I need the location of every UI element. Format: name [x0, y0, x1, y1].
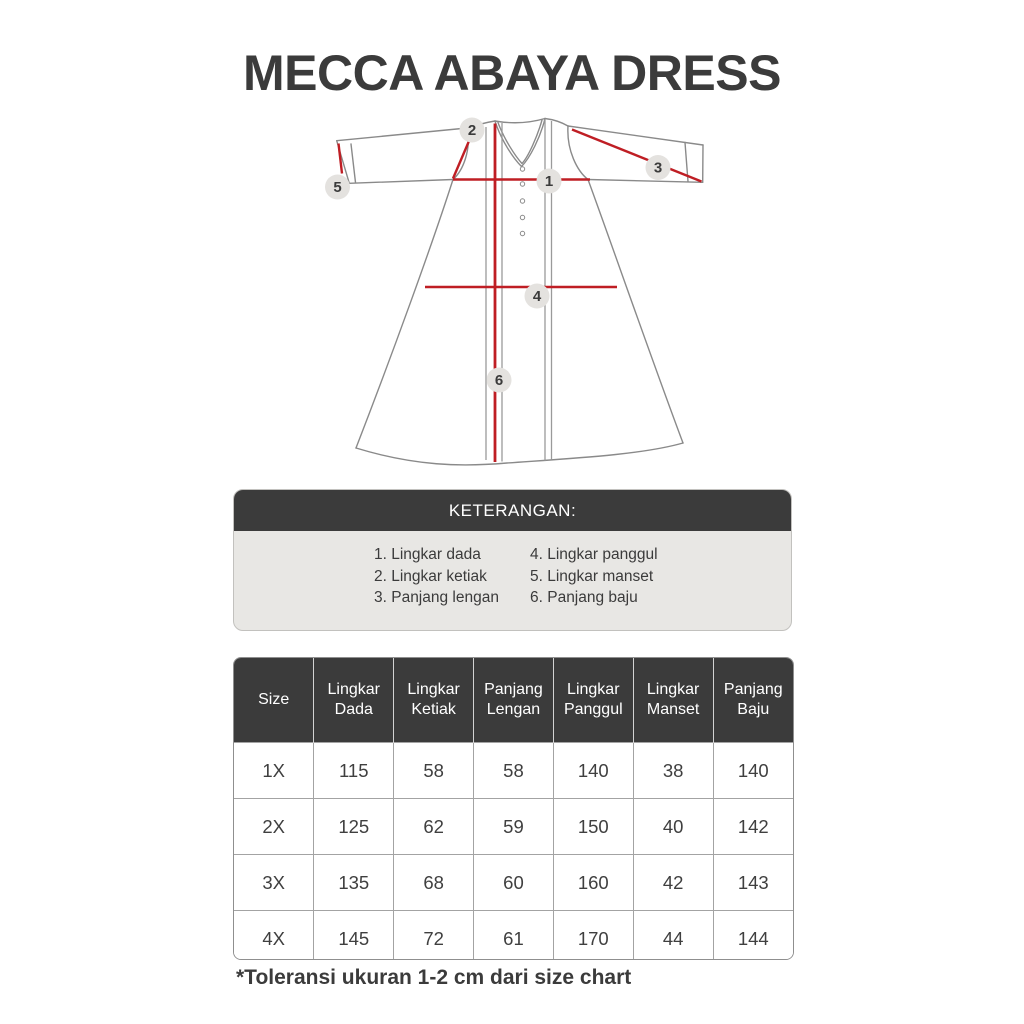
button-dot — [520, 182, 524, 186]
size-cell: 4X — [234, 911, 314, 961]
button-dot — [520, 215, 524, 219]
marker-5 — [325, 175, 350, 200]
left-side-seam — [356, 180, 453, 449]
measure-line-sleeve-3 — [572, 130, 702, 182]
table-row-1x — [234, 743, 793, 799]
size-table — [234, 658, 793, 960]
legend-header: KETERANGAN: — [234, 490, 791, 531]
value-cell: 125 — [314, 799, 394, 855]
marker-4 — [525, 284, 550, 309]
value-cell: 145 — [314, 911, 394, 961]
back-neck-edge — [495, 119, 545, 123]
column-header-lingkar-ketiak: Lingkar Ketiak — [394, 658, 474, 743]
left-cuff-seam — [351, 144, 356, 183]
column-header-lingkar-dada: Lingkar Dada — [314, 658, 394, 743]
value-cell: 68 — [394, 855, 474, 911]
size-cell: 3X — [234, 855, 314, 911]
marker-1 — [537, 169, 562, 194]
header-row — [234, 658, 793, 743]
value-cell: 160 — [553, 855, 633, 911]
column-header-lingkar-manset: Lingkar Manset — [633, 658, 713, 743]
button-dot — [520, 231, 524, 235]
right-sleeve-bottom — [588, 180, 703, 183]
value-cell: 143 — [713, 855, 793, 911]
value-cell: 38 — [633, 743, 713, 799]
marker-number-4: 4 — [532, 288, 542, 305]
size-cell: 1X — [234, 743, 314, 799]
marker-number-1: 1 — [544, 173, 554, 190]
page-title: MECCA ABAYA DRESS — [243, 45, 781, 101]
button-row — [520, 167, 524, 236]
column-header-size: Size — [234, 658, 314, 743]
size-table-body — [234, 743, 793, 961]
tolerance-footnote: *Toleransi ukuran 1-2 cm dari size chart — [236, 966, 632, 989]
table-row-4x — [234, 911, 793, 961]
value-cell: 59 — [474, 799, 554, 855]
column-header-lingkar-panggul: Lingkar Panggul — [553, 658, 633, 743]
table-row-3x — [234, 855, 793, 911]
size-cell: 2X — [234, 799, 314, 855]
legend-item-6: 6. Panjang baju — [530, 589, 638, 606]
legend-item-3: 3. Panjang lengan — [374, 589, 499, 606]
right-side-seam — [588, 180, 683, 444]
size-table-container — [233, 657, 794, 960]
button-dot — [520, 167, 524, 171]
table-row-2x — [234, 799, 793, 855]
marker-3 — [646, 155, 671, 180]
marker-2 — [460, 118, 485, 143]
value-cell: 140 — [713, 743, 793, 799]
column-header-panjang-baju: Panjang Baju — [713, 658, 793, 743]
value-cell: 61 — [474, 911, 554, 961]
button-dot — [520, 199, 524, 203]
value-cell: 135 — [314, 855, 394, 911]
value-cell: 115 — [314, 743, 394, 799]
legend-column-1 — [374, 544, 530, 609]
measurement-lines — [339, 124, 702, 463]
column-header-panjang-lengan: Panjang Lengan — [474, 658, 554, 743]
legend-body — [234, 531, 791, 609]
size-table-header — [234, 658, 793, 743]
value-cell: 140 — [553, 743, 633, 799]
value-cell: 144 — [713, 911, 793, 961]
value-cell: 142 — [713, 799, 793, 855]
value-cell: 42 — [633, 855, 713, 911]
legend-box — [233, 489, 792, 631]
legend-item-5: 5. Lingkar manset — [530, 567, 654, 585]
value-cell: 150 — [553, 799, 633, 855]
legend-column-2 — [530, 544, 658, 609]
legend-item-4: 4. Lingkar panggul — [530, 546, 658, 563]
value-cell: 60 — [474, 855, 554, 911]
left-sleeve-bottom — [349, 180, 453, 184]
legend-item-1: 1. Lingkar dada — [374, 546, 481, 563]
marker-number-2: 2 — [467, 122, 477, 139]
value-cell: 62 — [394, 799, 474, 855]
measure-line-armpit-2 — [453, 138, 471, 179]
value-cell: 40 — [633, 799, 713, 855]
marker-6 — [487, 368, 512, 393]
hem-curve — [356, 443, 683, 465]
marker-number-5: 5 — [333, 179, 342, 196]
right-shoulder-edge — [545, 119, 568, 127]
value-cell: 170 — [553, 911, 633, 961]
value-cell: 72 — [394, 911, 474, 961]
marker-number-3: 3 — [653, 159, 663, 177]
marker-number-6: 6 — [494, 372, 504, 389]
left-sleeve-top — [337, 128, 467, 141]
value-cell: 58 — [394, 743, 474, 799]
dress-measurement-diagram — [320, 105, 720, 475]
value-cell: 44 — [633, 911, 713, 961]
value-cell: 58 — [474, 743, 554, 799]
legend-item-2: 2. Lingkar ketiak — [374, 567, 487, 585]
